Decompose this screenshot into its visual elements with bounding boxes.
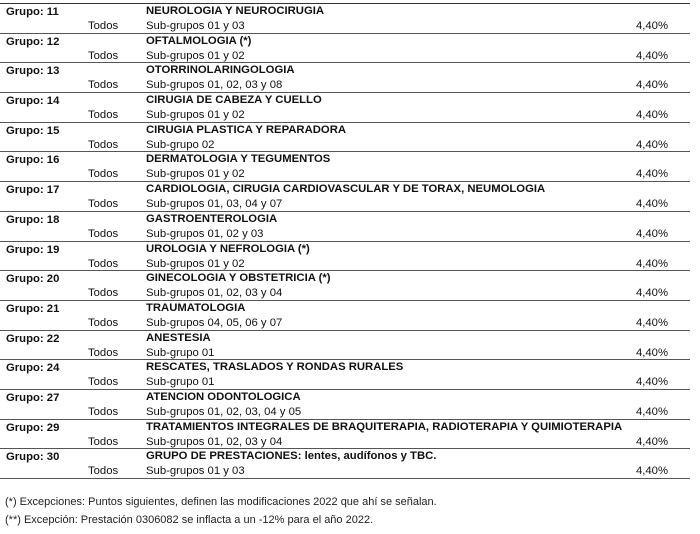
group-number: Grupo: 18	[6, 213, 60, 226]
group-title: CIRUGIA PLASTICA Y REPARADORA	[146, 123, 347, 136]
subgroups: Sub-grupo 01	[146, 346, 215, 359]
subgroups: Sub-grupos 01, 02, 03 y 04	[146, 287, 283, 300]
subgroups: Sub-grupos 01 y 02	[146, 257, 245, 270]
group-number: Grupo: 20	[6, 273, 60, 286]
group-title: GRUPO DE PRESTACIONES: lentes, audífonos y TBC.	[146, 450, 437, 463]
subgroups: Sub-grupos 01, 02, 03 y 08	[146, 79, 283, 92]
table-row	[0, 123, 690, 153]
table-row	[0, 271, 690, 301]
percentage: 4,40%	[635, 405, 668, 418]
subgroups: Sub-grupos 01, 02, 03 y 04	[146, 435, 283, 448]
scope-label: Todos	[88, 435, 119, 448]
group-title: OFTALMOLOGIA (*)	[146, 34, 252, 47]
scope-label: Todos	[88, 405, 119, 418]
group-number: Grupo: 12	[6, 35, 60, 48]
subgroups: Sub-grupos 01, 03, 04 y 07	[146, 198, 283, 211]
percentage: 4,40%	[635, 20, 668, 32]
group-title: CARDIOLOGIA, CIRUGIA CARDIOVASCULAR Y DE TORAX, NEUMOLOGIA	[146, 183, 546, 196]
footnote-2: (**) Excepción: Prestación 0306082 se inflacta a un -12% para el año 2022.	[5, 514, 374, 526]
table-row	[0, 4, 690, 34]
scope-label: Todos	[88, 109, 119, 122]
scope-label: Todos	[88, 198, 119, 211]
table-row	[0, 420, 690, 450]
table-row	[0, 301, 690, 331]
group-title: GASTROENTEROLOGIA	[146, 212, 278, 225]
group-number: Grupo: 11	[6, 6, 59, 18]
scope-label: Todos	[88, 376, 119, 389]
subgroups: Sub-grupos 01 y 03	[146, 20, 245, 32]
group-title: DERMATOLOGIA Y TEGUMENTOS	[146, 153, 331, 166]
group-number: Grupo: 30	[6, 451, 60, 464]
table-row	[0, 63, 690, 93]
scope-label: Todos	[88, 168, 119, 181]
group-title: NEUROLOGIA Y NEUROCIRUGIA	[146, 5, 325, 17]
scope-label: Todos	[88, 346, 119, 359]
table-row	[0, 360, 690, 390]
subgroups: Sub-grupo 02	[146, 138, 215, 151]
group-title: TRATAMIENTOS INTEGRALES DE BRAQUITERAPIA, RADIOTERAPIA Y QUIMIOTERAPIA	[146, 420, 623, 433]
percentage: 4,40%	[635, 376, 668, 389]
percentage: 4,40%	[635, 109, 668, 122]
scope-label: Todos	[88, 79, 119, 92]
group-title: OTORRINOLARINGOLOGIA	[146, 64, 295, 77]
groups-table	[0, 3, 690, 479]
scope-label: Todos	[88, 465, 119, 478]
subgroups: Sub-grupos 01 y 02	[146, 168, 245, 181]
group-title: GINECOLOGIA Y OBSTETRICIA (*)	[146, 272, 331, 285]
scope-label: Todos	[88, 227, 119, 240]
percentage: 4,40%	[635, 465, 668, 478]
subgroups: Sub-grupo 01	[146, 376, 215, 389]
subgroups: Sub-grupos 01 y 02	[146, 49, 245, 62]
group-title: RESCATES, TRASLADOS Y RONDAS RURALES	[146, 361, 404, 374]
table-row	[0, 449, 690, 479]
percentage: 4,40%	[635, 49, 668, 62]
subgroups: Sub-grupos 01 y 02	[146, 109, 245, 122]
percentage: 4,40%	[635, 257, 668, 270]
group-number: Grupo: 14	[6, 95, 60, 108]
group-number: Grupo: 22	[6, 332, 60, 345]
subgroups: Sub-grupos 01, 02, 03, 04 y 05	[146, 405, 302, 418]
percentage: 4,40%	[635, 168, 668, 181]
percentage: 4,40%	[635, 287, 668, 300]
footnote-1: (*) Excepciones: Puntos siguientes, definen las modificaciones 2022 que ahí se señalan.	[5, 496, 437, 508]
table-row	[0, 182, 690, 212]
scope-label: Todos	[88, 287, 119, 300]
group-number: Grupo: 21	[6, 302, 60, 315]
percentage: 4,40%	[635, 79, 668, 92]
percentage: 4,40%	[635, 316, 668, 329]
subgroups: Sub-grupos 01, 02 y 03	[146, 227, 264, 240]
table-row	[0, 390, 690, 420]
scope-label: Todos	[88, 257, 119, 270]
percentage: 4,40%	[635, 138, 668, 151]
group-title: ANESTESIA	[146, 331, 211, 344]
group-number: Grupo: 19	[6, 243, 60, 256]
scope-label: Todos	[88, 316, 119, 329]
group-number: Grupo: 29	[6, 421, 60, 434]
table-row	[0, 242, 690, 272]
subgroups: Sub-grupos 01 y 03	[146, 465, 245, 478]
percentage: 4,40%	[635, 227, 668, 240]
scope-label: Todos	[88, 49, 119, 62]
table-row	[0, 152, 690, 182]
group-number: Grupo: 15	[6, 124, 60, 137]
group-number: Grupo: 16	[6, 154, 60, 167]
table-row	[0, 34, 690, 64]
table-row	[0, 331, 690, 361]
percentage: 4,40%	[635, 346, 668, 359]
group-title: ATENCION ODONTOLOGICA	[146, 390, 301, 403]
scope-label: Todos	[88, 138, 119, 151]
percentage: 4,40%	[635, 435, 668, 448]
group-number: Grupo: 13	[6, 65, 60, 78]
group-title: CIRUGIA DE CABEZA Y CUELLO	[146, 94, 322, 107]
table-row	[0, 212, 690, 242]
table-row	[0, 93, 690, 123]
group-number: Grupo: 27	[6, 391, 60, 404]
group-number: Grupo: 24	[6, 362, 60, 375]
group-number: Grupo: 17	[6, 184, 60, 197]
group-title: TRAUMATOLOGIA	[146, 301, 246, 314]
group-title: UROLOGIA Y NEFROLOGIA (*)	[146, 242, 310, 255]
scope-label: Todos	[88, 20, 119, 32]
percentage: 4,40%	[635, 198, 668, 211]
subgroups: Sub-grupos 04, 05, 06 y 07	[146, 316, 283, 329]
